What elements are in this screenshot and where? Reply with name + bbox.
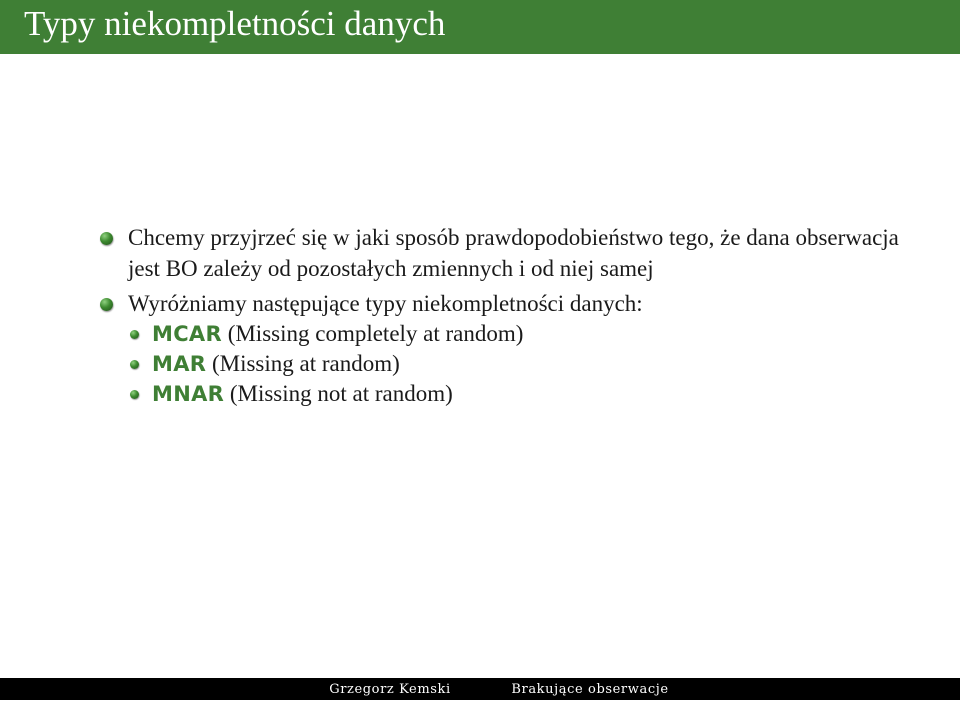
sub-list-item <box>124 349 900 379</box>
sub-list-item <box>124 379 900 409</box>
footer-author: Grzegorz Kemski <box>329 682 451 697</box>
sub-list <box>100 319 900 409</box>
acronym-mar: MAR <box>152 352 207 376</box>
sub-bullet-icon <box>130 330 139 339</box>
title-bar <box>0 0 960 54</box>
footer-bar <box>0 678 960 700</box>
list-item-text: Chcemy przyjrzeć się w jaki sposób prawdopodobieństwo tego, że dana obserwacja jest BO zależy od pozostałych zmiennych i od niej samej <box>128 225 899 281</box>
list-item <box>100 288 900 319</box>
sub-list-item-text: (Missing not at random) <box>229 381 453 406</box>
footer-subject: Brakujące obserwacje <box>511 682 669 697</box>
slide-content <box>100 222 900 409</box>
acronym-mnar: MNAR <box>152 382 225 406</box>
slide-title: Typy niekompletności danych <box>24 4 446 43</box>
sub-bullet-icon <box>130 390 139 399</box>
sub-list-item-text: (Missing at random) <box>211 351 400 376</box>
acronym-mcar: MCAR <box>152 322 222 346</box>
sub-list-item <box>124 319 900 349</box>
sub-list-item-text: (Missing completely at random) <box>227 321 524 346</box>
bullet-icon <box>100 298 113 311</box>
sub-bullet-icon <box>130 360 139 369</box>
list-item <box>100 222 900 284</box>
bullet-icon <box>100 232 113 245</box>
list-item-text: Wyróżniamy następujące typy niekompletności danych: <box>128 291 643 316</box>
